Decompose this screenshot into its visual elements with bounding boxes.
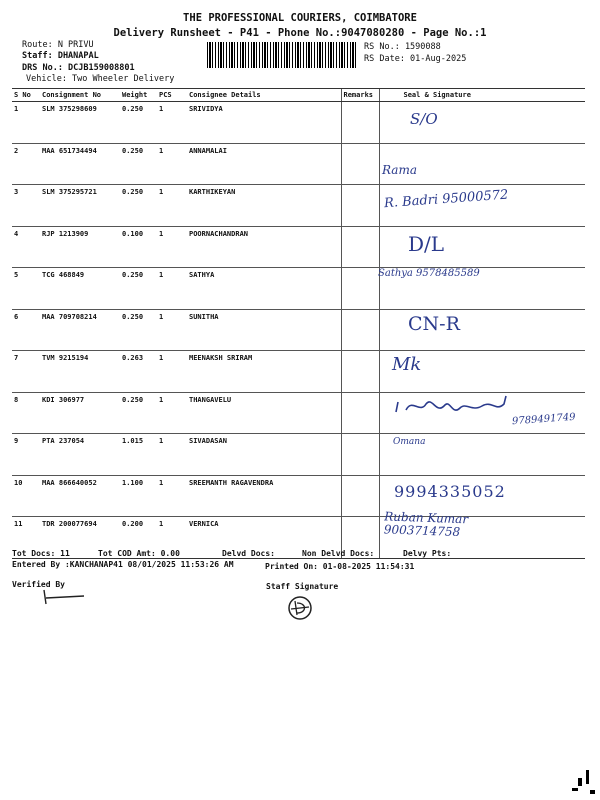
- handwritten-signature-9: Omana: [393, 437, 426, 447]
- cell-sno: 5: [12, 268, 40, 310]
- printed-on: Printed On: 01-08-2025 11:54:31: [265, 562, 415, 571]
- cell-sno: 3: [12, 185, 40, 227]
- barcode-image: [207, 42, 357, 68]
- cell-consignee: SUNITHA: [187, 309, 341, 351]
- handwritten-signature-3: R. Badri 95000572: [383, 187, 509, 212]
- cell-pcs: 1: [157, 226, 187, 268]
- signature-phone-8: 9789491749: [511, 411, 576, 428]
- handwritten-signature-6: CN-R: [408, 313, 460, 335]
- cell-consignee: POORNACHANDRAN: [187, 226, 341, 268]
- cell-pcs: 1: [157, 102, 187, 144]
- scan-speck: [578, 778, 582, 786]
- cell-consignment: KDI 306977: [40, 392, 120, 434]
- cell-sno: 6: [12, 309, 40, 351]
- delivered-docs: Delvd Docs:: [222, 549, 275, 558]
- cell-consignment: RJP 1213909: [40, 226, 120, 268]
- cell-remarks: [341, 392, 379, 434]
- scan-speck: [586, 770, 589, 784]
- cell-sno: 8: [12, 392, 40, 434]
- col-header-consignee: Consignee Details: [187, 89, 341, 102]
- table-row: [12, 351, 585, 393]
- company-title: THE PROFESSIONAL COURIERS, COIMBATORE: [183, 12, 417, 24]
- cell-pcs: 1: [157, 309, 187, 351]
- cell-pcs: 1: [157, 517, 187, 559]
- cell-consignment: SLM 375295721: [40, 185, 120, 227]
- cell-weight: 0.250: [120, 268, 157, 310]
- cell-remarks: [341, 351, 379, 393]
- table-row: [12, 102, 585, 144]
- signature-scribble-8: [392, 392, 522, 420]
- cell-remarks: [341, 226, 379, 268]
- cell-consignee: SRIVIDYA: [187, 102, 341, 144]
- cell-consignment: TDR 200077694: [40, 517, 120, 559]
- cell-consignee: VERNICA: [187, 517, 341, 559]
- col-header-weight: Weight: [120, 89, 157, 102]
- cell-sno: 11: [12, 517, 40, 559]
- handwritten-signature-1: S/O: [410, 110, 438, 128]
- cell-consignment: SLM 375298609: [40, 102, 120, 144]
- table-header-row: [12, 89, 585, 102]
- cell-consignee: THANGAVELU: [187, 392, 341, 434]
- col-header-consignment: Consignment No: [40, 89, 120, 102]
- cell-consignment: TCG 468849: [40, 268, 120, 310]
- cell-remarks: [341, 475, 379, 517]
- cell-pcs: 1: [157, 185, 187, 227]
- col-header-pcs: PCS: [157, 89, 187, 102]
- cell-consignment: MAA 709708214: [40, 309, 120, 351]
- cell-consignee: KARTHIKEYAN: [187, 185, 341, 227]
- cell-remarks: [341, 434, 379, 476]
- cell-pcs: 1: [157, 143, 187, 185]
- cell-remarks: [341, 185, 379, 227]
- cell-sno: 7: [12, 351, 40, 393]
- handwritten-signature-2: Rama: [382, 163, 417, 177]
- vehicle-label: Vehicle: Two Wheeler Delivery: [26, 74, 175, 84]
- cell-pcs: 1: [157, 351, 187, 393]
- staff-label: Staff: DHANAPAL: [22, 51, 99, 61]
- cell-weight: 0.200: [120, 517, 157, 559]
- cell-weight: 1.015: [120, 434, 157, 476]
- cell-weight: 0.250: [120, 185, 157, 227]
- cell-pcs: 1: [157, 268, 187, 310]
- handwritten-signature-5: Sathya 9578485589: [378, 268, 480, 279]
- verified-signature-mark: [38, 588, 88, 608]
- staff-signature-mark: [285, 593, 315, 623]
- cell-consignment: PTA 237054: [40, 434, 120, 476]
- handwritten-signature-7: Mk: [392, 354, 422, 375]
- cell-weight: 0.250: [120, 309, 157, 351]
- route-label: Route: N PRIVU: [22, 40, 94, 50]
- staff-signature-label: Staff Signature: [266, 582, 339, 591]
- handwritten-signature-11: Ruban Kumar 9003714758: [383, 509, 469, 540]
- drs-number: DRS No.: DCJB159008801: [22, 63, 135, 73]
- table-row: [12, 268, 585, 310]
- total-docs: Tot Docs: 11: [12, 549, 70, 558]
- cell-weight: 0.250: [120, 143, 157, 185]
- runsheet-title: Delivery Runsheet - P41 - Phone No.:9047080280 - Page No.:1: [113, 27, 487, 39]
- cell-pcs: 1: [157, 392, 187, 434]
- rs-date: RS Date: 01-Aug-2025: [364, 54, 467, 64]
- cell-sno: 4: [12, 226, 40, 268]
- cell-consignee: ANNAMALAI: [187, 143, 341, 185]
- cell-sno: 10: [12, 475, 40, 517]
- cell-consignee: SATHYA: [187, 268, 341, 310]
- cell-consignee: SREEMANTH RAGAVENDRA: [187, 475, 341, 517]
- cell-pcs: 1: [157, 475, 187, 517]
- total-cod-amount: Tot COD Amt: 0.00: [98, 549, 180, 558]
- cell-sno: 9: [12, 434, 40, 476]
- cell-weight: 0.100: [120, 226, 157, 268]
- col-header-remarks: Remarks: [341, 89, 379, 102]
- cell-remarks: [341, 143, 379, 185]
- col-header-signature: Seal & Signature: [379, 89, 585, 102]
- cell-sno: 2: [12, 143, 40, 185]
- rs-number: RS No.: 1590088: [364, 42, 441, 52]
- table-row: [12, 226, 585, 268]
- cell-consignment: MAA 651734494: [40, 143, 120, 185]
- delivery-points: Delvy Pts:: [403, 549, 452, 558]
- scan-speck: [590, 790, 595, 794]
- non-delivered-docs: Non Delvd Docs:: [302, 549, 375, 558]
- table-row: [12, 434, 585, 476]
- cell-weight: 0.250: [120, 392, 157, 434]
- cell-consignee: MEENAKSH SRIRAM: [187, 351, 341, 393]
- scan-speck: [572, 788, 578, 791]
- cell-weight: 1.100: [120, 475, 157, 517]
- cell-remarks: [341, 309, 379, 351]
- cell-pcs: 1: [157, 434, 187, 476]
- handwritten-signature-4: D/L: [408, 232, 445, 256]
- verified-by-label: Verified By: [12, 580, 65, 589]
- col-header-sno: S No: [12, 89, 40, 102]
- handwritten-signature-8: [392, 392, 592, 432]
- entered-by: Entered By :KANCHANAP41 08/01/2025 11:53:26 AM: [12, 560, 234, 569]
- cell-weight: 0.250: [120, 102, 157, 144]
- handwritten-signature-10: 9994335052: [394, 482, 506, 501]
- cell-weight: 0.263: [120, 351, 157, 393]
- cell-consignment: MAA 866640052: [40, 475, 120, 517]
- cell-remarks: [341, 268, 379, 310]
- table-row: [12, 143, 585, 185]
- cell-sno: 1: [12, 102, 40, 144]
- cell-remarks: [341, 102, 379, 144]
- cell-consignment: TVM 9215194: [40, 351, 120, 393]
- table-row: [12, 309, 585, 351]
- cell-consignee: SIVADASAN: [187, 434, 341, 476]
